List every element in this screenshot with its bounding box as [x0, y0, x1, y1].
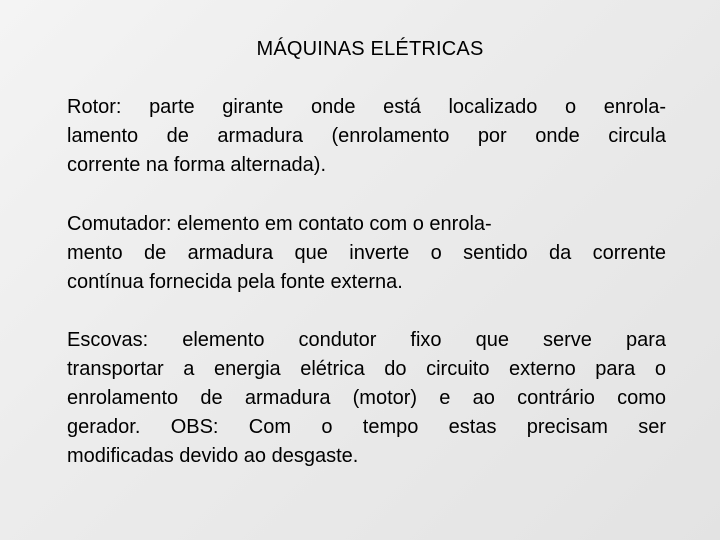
text-line: mento de armadura que inverte o sentido da corrente — [67, 242, 666, 264]
text-line: gerador. OBS: Com o tempo estas precisam ser — [67, 416, 666, 438]
term-label: Comutador: — [67, 213, 172, 235]
term-label: Escovas: — [67, 329, 149, 351]
section-rotor — [67, 93, 666, 180]
section-escovas — [67, 326, 666, 471]
text-line — [67, 93, 666, 122]
text-line: contínua fornecida pela fonte externa. — [67, 271, 403, 293]
text-line: lamento de armadura (enrolamento por onde circula — [67, 125, 666, 147]
section-comutador — [67, 210, 666, 297]
text-line — [67, 326, 666, 355]
text-line: modificadas devido ao desgaste. — [67, 445, 359, 467]
text-line: corrente na forma alternada). — [67, 154, 327, 176]
text-line: transportar a energia elétrica do circuito externo para o — [67, 358, 666, 380]
term-label: Rotor: — [67, 96, 122, 118]
definition-text: elemento em contato com o enrola- — [171, 213, 492, 235]
definition-text: elemento condutor fixo que serve para — [148, 329, 666, 351]
text-line — [67, 210, 666, 239]
definition-text: parte girante onde está localizado o enrola- — [121, 96, 666, 118]
page-title: MÁQUINAS ELÉTRICAS — [256, 38, 484, 60]
text-line: enrolamento de armadura (motor) e ao contrário como — [67, 387, 666, 409]
